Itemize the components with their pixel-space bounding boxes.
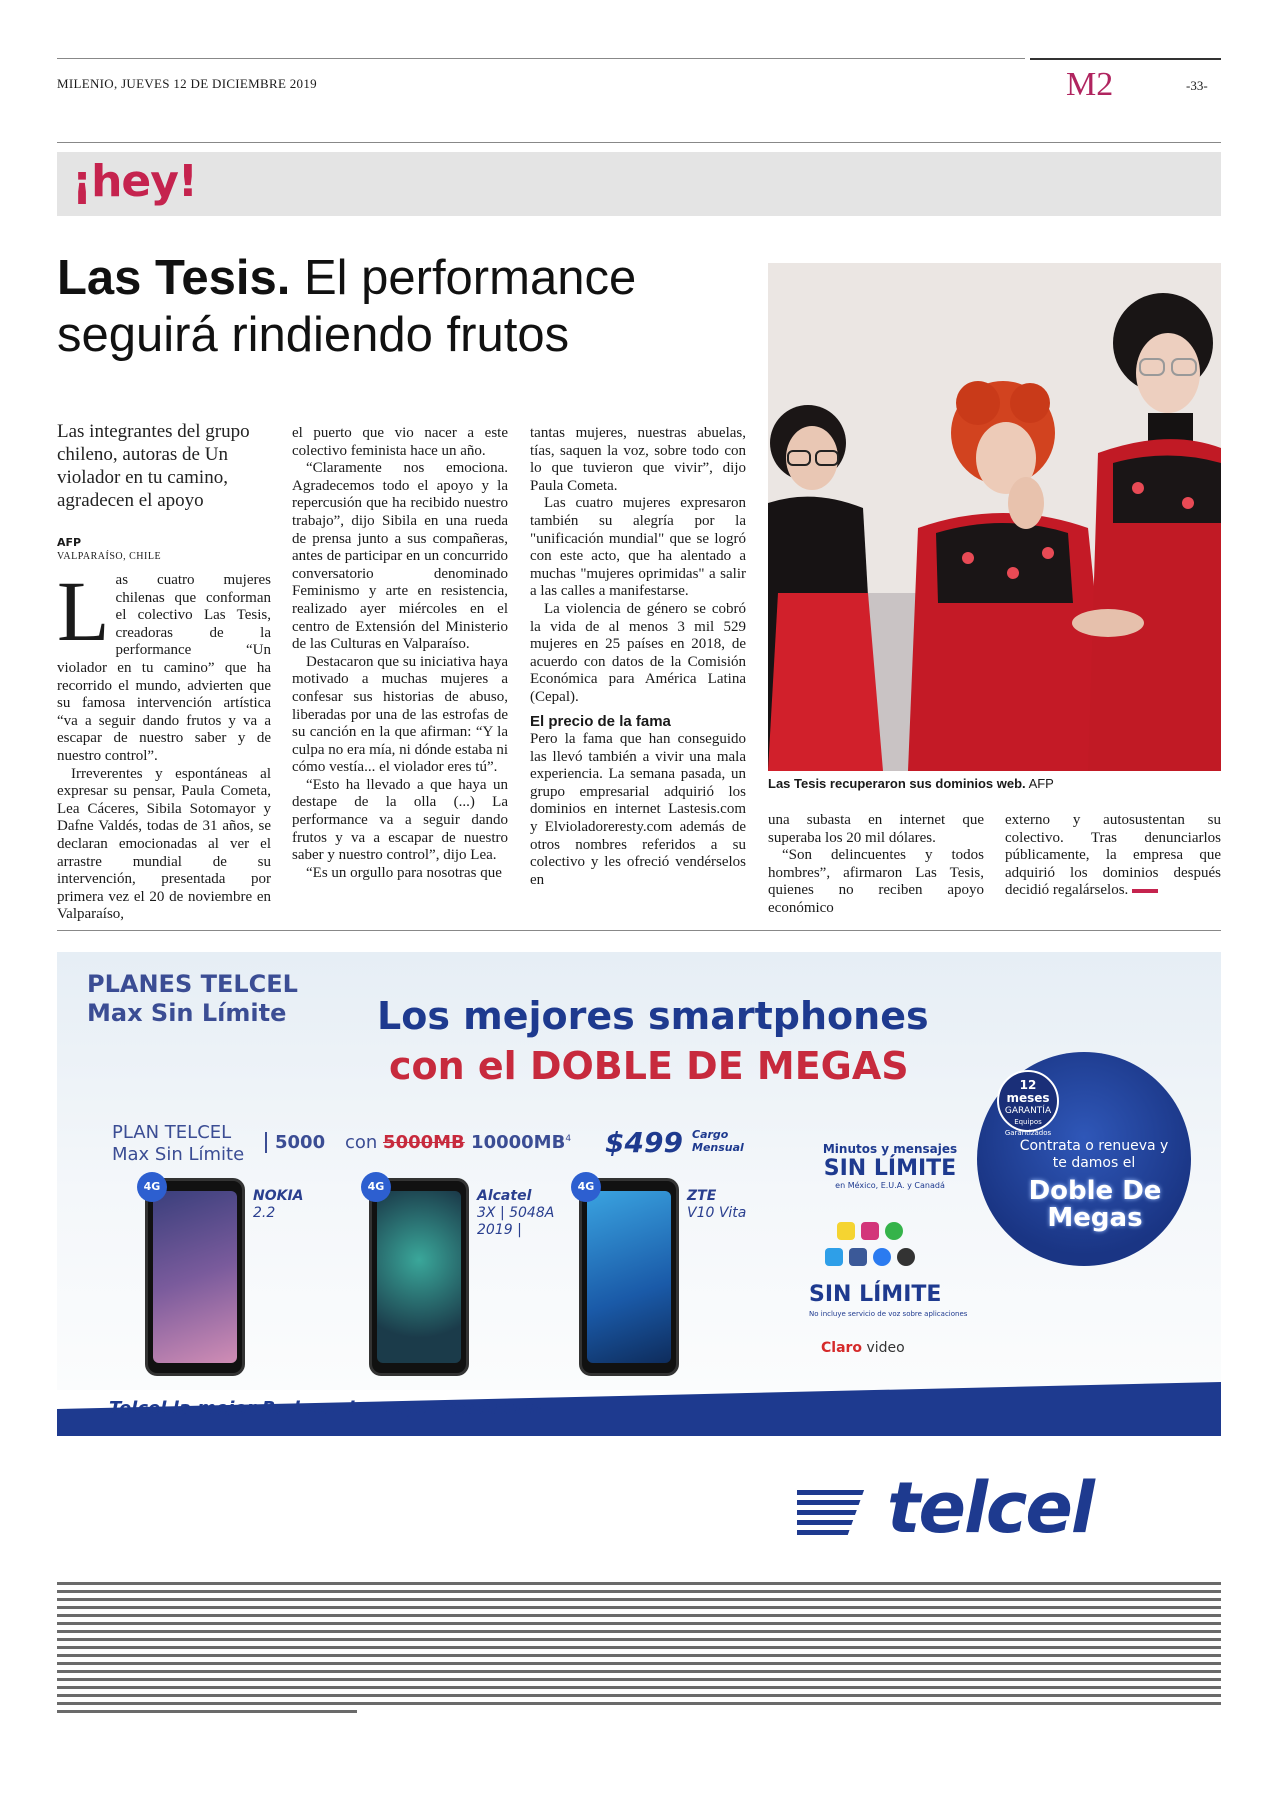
whatsapp-icon: [885, 1222, 903, 1240]
paragraph: Pero la fama que han conseguido las llevó también a vivir una mala experiencia. La semana pasada, un grupo empresarial adquirió los dominios en internet Lastesis.com y Elvioladoreresty.com además de otros nombres referidos a su colectivo y les ofreció vendérselos en: [530, 731, 746, 888]
paragraph: La violencia de género se cobró la vida de al menos 3 mil 529 mujeres en 25 países en 2018, de acuerdo con datos de la Comisión Económica para América Latina (Cepal).: [530, 600, 746, 705]
byline-org: AFP: [57, 536, 82, 549]
drop-cap: L: [57, 563, 110, 659]
ad-social-note: No incluye servicio de voz sobre aplicaciones: [809, 1310, 968, 1318]
dek: Las integrantes del grupo chileno, autoras de Un violador en tu camino, agradecen el apoyo: [57, 421, 250, 511]
badge-4g: 4G: [137, 1172, 167, 1202]
paragraph: externo y autosustentan su colectivo. Tras denunciarlos públicamente, la empresa que adquirió los dominios después decidió regalárselos.: [1005, 812, 1221, 899]
phone-brand: NOKIA: [253, 1188, 304, 1204]
ad-new-megas: 10000MB: [464, 1132, 566, 1153]
paragraph: “Es un orgullo para nosotras que: [306, 864, 502, 881]
telcel-logo: telcel: [887, 1467, 1093, 1549]
section-code: M2: [1066, 66, 1114, 103]
messenger-icon: [873, 1248, 891, 1266]
ad-kicker: [87, 970, 298, 1028]
ad-min-note: en México, E.U.A. y Canadá: [835, 1181, 945, 1190]
photo-illustration: [768, 263, 1221, 771]
ad-price-note-line: Mensual: [692, 1141, 744, 1154]
byline-place: VALPARAÍSO, CHILE: [57, 551, 162, 562]
snapchat-icon: [837, 1222, 855, 1240]
ad-title-line2: con el DOBLE DE MEGAS: [389, 1044, 909, 1088]
phone-alcatel: [369, 1178, 469, 1376]
ad-tagline: Telcel la mejor Red con la mayor cobertura: [109, 1398, 542, 1419]
masthead-date: MILENIO, JUEVES 12 DE DICIEMBRE 2019: [57, 76, 317, 91]
article-column-5: [1005, 812, 1221, 900]
top-rule: [57, 58, 1025, 59]
ad-plan-name: [112, 1122, 244, 1166]
disc-headline: Doble De Megas: [1028, 1176, 1162, 1233]
top-rule-right: [1030, 58, 1221, 60]
article-column-1: [57, 563, 271, 924]
telcel-logo-icon: [797, 1482, 877, 1552]
paragraph: “Son delincuentes y todos hombres”, afirmaron Las Tesis, quienes no reciben apoyo económico: [768, 847, 984, 916]
ad-fine-print: [57, 1580, 1221, 1722]
claro-video-logo: [821, 1340, 905, 1356]
instagram-icon: [861, 1222, 879, 1240]
ad-footnote-mark: 4: [565, 1134, 572, 1144]
caption-text: Las Tesis recuperaron sus dominios web.: [768, 776, 1026, 791]
phone-brand: ZTE: [687, 1188, 717, 1204]
end-mark: [1132, 889, 1158, 893]
ad-kicker-line: Max Sin Límite: [87, 999, 287, 1027]
phone-nokia: [145, 1178, 245, 1376]
page-number: -33-: [1186, 78, 1208, 93]
twitter-icon: [825, 1248, 843, 1266]
article-column-4: [768, 812, 984, 918]
phone-zte: [579, 1178, 679, 1376]
badge-4g: 4G: [571, 1172, 601, 1202]
paragraph: el puerto que vio nacer a este colectivo feminista hace un año.: [292, 425, 508, 459]
telcel-advertisement[interactable]: [57, 952, 1221, 1584]
claro-text: Claro: [821, 1340, 863, 1356]
headline-bold: Las Tesis.: [57, 251, 291, 305]
phone-brand: Alcatel: [477, 1188, 532, 1204]
ad-price-note: [692, 1128, 744, 1154]
article-photo: [768, 263, 1221, 771]
header-bottom-rule: [57, 142, 1221, 143]
paragraph: Irreverentes y espontáneas al expresar su pensar, Paula Cometa, Lea Cáceres, Sibila Sotomayor y Dafne Valdés, todas de 31 años, se declaran emocionadas al ver el arrastre mundial de su intervención, presentada por primera vez el 20 de noviembre en Valparaíso,: [57, 765, 271, 923]
ad-plan-line: Max Sin Límite: [112, 1144, 245, 1165]
headline-rest: El performance seguirá rindiendo frutos: [57, 251, 637, 362]
fine-print-lines: [57, 1580, 1221, 1722]
caption-credit: AFP: [1025, 776, 1054, 791]
article-bottom-rule: [57, 930, 1221, 931]
badge-line: GARANTÍA: [1004, 1106, 1052, 1116]
ad-old-megas: 5000MB: [383, 1132, 465, 1153]
phone-model: 3X | 5048A 2019 |: [477, 1205, 555, 1238]
phone-name: [253, 1188, 304, 1222]
paragraph: as cuatro mujeres chilenas que conforman el colectivo Las Tesis, creadoras de la performance “Un violador en tu camino” que ha recorrido el mundo, advierten que su famosa intervención artística “va a seguir dando frutos y va a escapar de nuestro saber y de nuestro control”.: [57, 572, 271, 764]
phone-name: [477, 1188, 567, 1239]
paragraph: una subasta en internet que superaba los 20 mil dólares.: [768, 812, 984, 846]
warranty-badge: [997, 1070, 1059, 1137]
ad-min-small: Minutos y mensajes: [822, 1142, 958, 1156]
ad-min-big: SIN LÍMITE: [823, 1156, 957, 1181]
paragraph: “Esto ha llevado a que haya un destape de la olla (...) La performance va a seguir dando frutos y va a escapar de nuestro saber y nuestro control”, dijo Lea.: [292, 776, 508, 864]
ad-kicker-line: PLANES TELCEL: [87, 970, 298, 998]
badge-line: Equipos Garantizados: [1004, 1118, 1052, 1137]
phone-model: V10 Vita: [687, 1205, 747, 1221]
ad-price: $499: [605, 1126, 683, 1159]
badge-4g: 4G: [361, 1172, 391, 1202]
ad-plan-line: PLAN TELCEL: [112, 1122, 232, 1143]
article-column-2: [292, 425, 508, 882]
paragraph: Destacaron que su iniciativa haya motivado a muchas mujeres a confesar sus historias de abuso, liberadas por una de las estrofas de su canción en la que afirman: “Y la culpa no era mía, ni dónde estaba ni cómo vestía... el violador eres tú”.: [292, 653, 508, 776]
ad-unlimited-minutes: [815, 1142, 965, 1190]
facebook-icon: [849, 1248, 867, 1266]
photo-caption: [768, 776, 1054, 791]
phone-model: 2.2: [253, 1205, 276, 1221]
disc-text: Contrata o renueva y te damos el: [1019, 1138, 1169, 1171]
video-text: video: [862, 1340, 905, 1356]
ad-megas-offer: [345, 1132, 571, 1153]
headline: [57, 250, 757, 364]
subheading: El precio de la fama: [530, 712, 671, 730]
ad-unlimited-social: SIN LÍMITE: [809, 1282, 942, 1307]
paragraph: tantas mujeres, nuestras abuelas, tías, saquen la voz, sobre todo con lo que tuvieron que vivir”, dijo Paula Cometa.: [530, 425, 746, 494]
paragraph: Las cuatro mujeres expresaron también su alegría por la "unificación mundial" que se logró con este acto, que ha alentado a muchas "mujeres oprimidas" a salir a las calles a manifestarse.: [530, 495, 746, 600]
section-label: ¡hey!: [72, 156, 197, 207]
paragraph: “Claramente nos emociona. Agradecemos todo el apoyo y la repercusión que ha recibido nuestro trabajo”, dijo Sibila en una rueda de prensa junto a sus compañeras, antes de participar en un concurrido conversatorio denominado Feminismo y arte en resistencia, realizado ayer miércoles en el centro de Extensión del Ministerio de las Culturas en Valparaíso.: [292, 460, 508, 653]
badge-line: 12 meses: [1006, 1078, 1050, 1105]
phone-name: [687, 1188, 746, 1222]
ad-con: con: [345, 1132, 384, 1153]
ad-title-line1: Los mejores smartphones: [377, 994, 929, 1038]
uber-icon: [897, 1248, 915, 1266]
ad-plan-number: 5000: [265, 1132, 325, 1153]
ad-price-note-line: Cargo: [692, 1128, 729, 1141]
article-column-3: [530, 425, 746, 889]
section-band: [57, 152, 1221, 216]
